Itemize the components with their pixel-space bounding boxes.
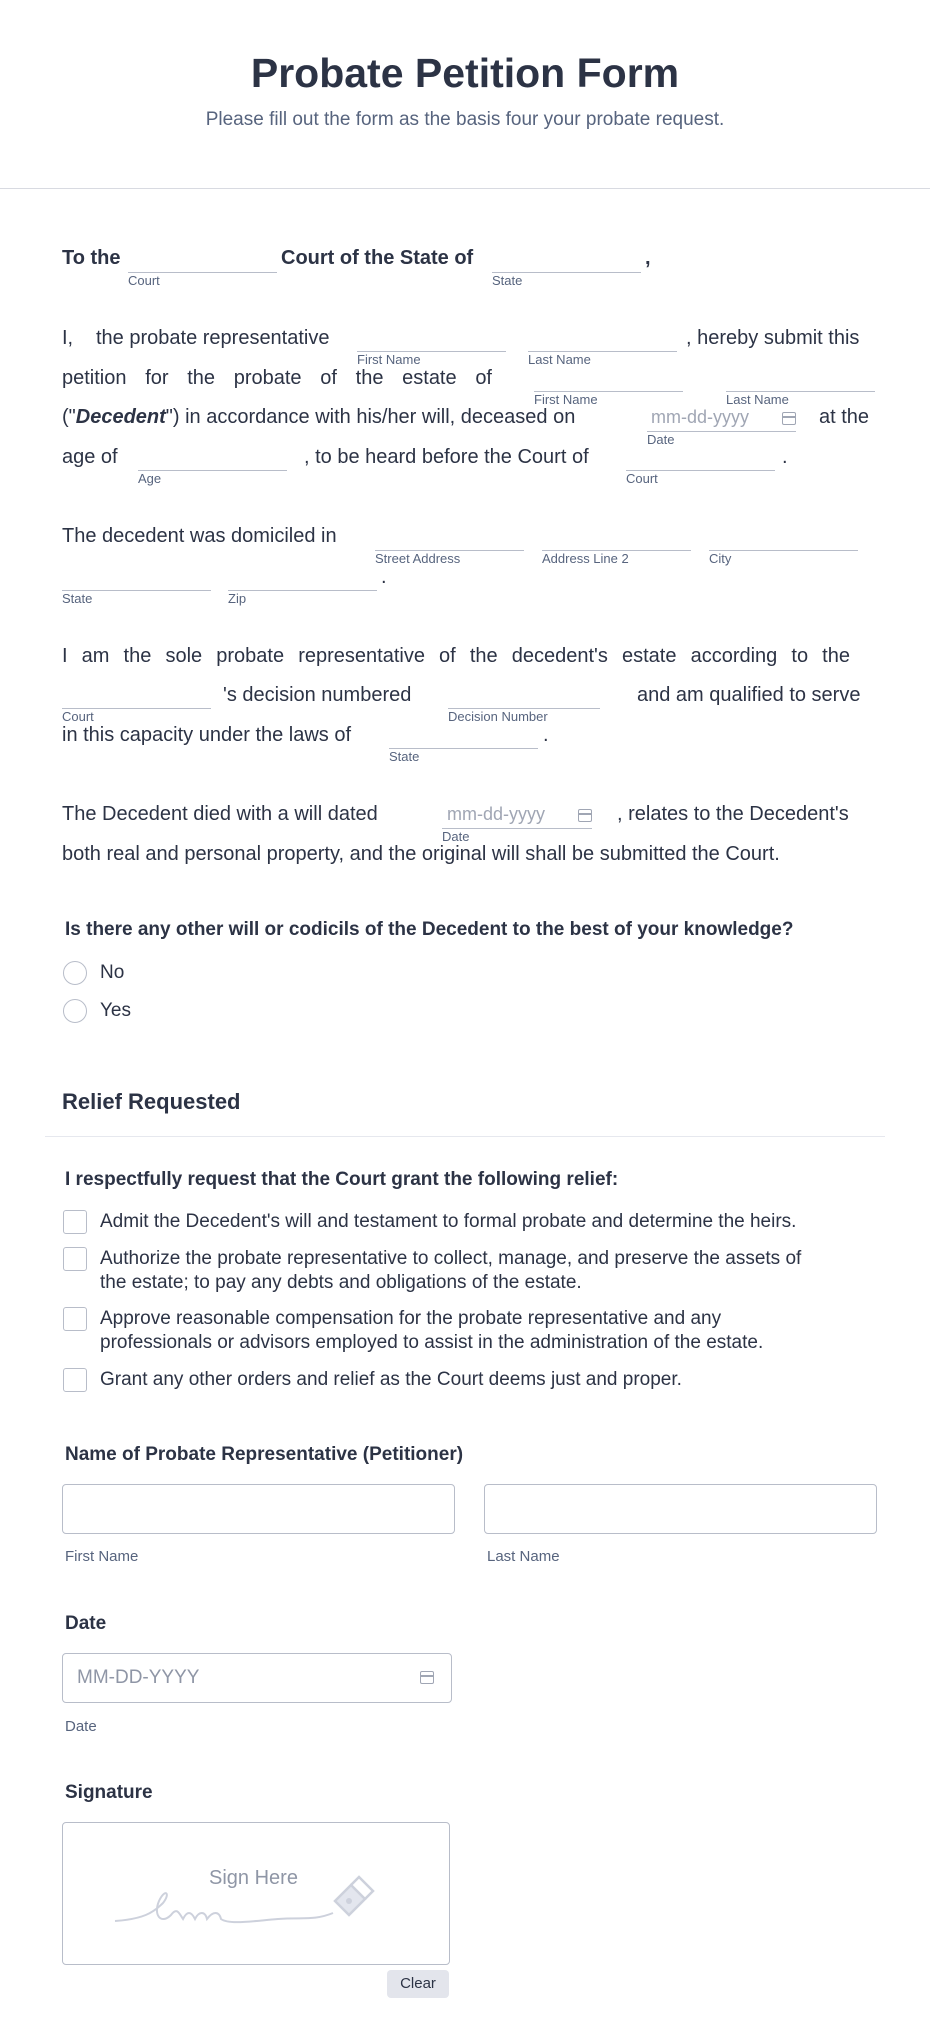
radio-yes[interactable]: [63, 999, 87, 1023]
relief-checkbox-3[interactable]: [63, 1307, 87, 1331]
decision-number-sublabel: Decision Number: [448, 709, 548, 724]
court-sublabel: Court: [128, 273, 160, 288]
relief-option-4-label[interactable]: Grant any other orders and relief as the Court deems just and proper.: [100, 1369, 682, 1390]
relief-option-1-label[interactable]: Admit the Decedent's will and testament to formal probate and determine the heirs.: [100, 1211, 797, 1232]
zip-line[interactable]: [228, 590, 377, 591]
relief-option-2-label[interactable]: Authorize the probate representative to collect, manage, and preserve the assets of: [100, 1248, 802, 1269]
last-name-sublabel: Last Name: [487, 1548, 560, 1565]
date-calendar-icon[interactable]: [420, 1671, 434, 1684]
last-name-input[interactable]: [484, 1484, 877, 1534]
street-address-sublabel: Street Address: [375, 551, 461, 566]
relief-option-3-label-cont[interactable]: professionals or advisors employed to assist in the administration of the estate.: [100, 1332, 764, 1353]
court-of-state-text: Court of the State of: [281, 247, 474, 269]
probate-rep-text: the probate representative: [96, 327, 330, 349]
domicile-period-text: .: [381, 566, 387, 588]
signature-label: Signature: [65, 1782, 153, 1803]
date-label: Date: [65, 1613, 107, 1634]
comma-text: ,: [645, 247, 651, 269]
relief-option-3-label[interactable]: Approve reasonable compensation for the probate representative and any: [100, 1308, 722, 1329]
state-sublabel: State: [492, 273, 523, 288]
form-title: Probate Petition Form: [250, 50, 680, 96]
first-name-input[interactable]: [62, 1484, 455, 1534]
death-date-sublabel: Date: [647, 432, 675, 447]
date-sublabel: Date: [65, 1718, 97, 1735]
capacity-text: in this capacity under the laws of: [62, 724, 352, 746]
form-subtitle: Please fill out the form as the basis four your probate request.: [205, 109, 725, 130]
decedent-rest-text: ") in accordance with his/her will, deceased on: [165, 406, 576, 428]
will-dated-text: The Decedent died with a will dated: [62, 803, 378, 825]
radio-yes-label[interactable]: Yes: [100, 1000, 131, 1021]
hearing-court-sublabel: Court: [626, 471, 658, 486]
relief-question: I respectfully request that the Court grant the following relief:: [65, 1169, 619, 1190]
period-text: .: [782, 446, 788, 468]
laws-state-sublabel: State: [389, 749, 420, 764]
date-input-placeholder[interactable]: MM-DD-YYYY: [77, 1667, 200, 1688]
address-line2-sublabel: Address Line 2: [542, 551, 629, 566]
qualified-text: and am qualified to serve: [637, 684, 861, 706]
relates-text: , relates to the Decedent's: [617, 803, 849, 825]
radio-no[interactable]: [63, 961, 87, 985]
section-divider: [45, 1136, 885, 1137]
i-text: I,: [62, 327, 74, 349]
city-sublabel: City: [709, 551, 732, 566]
at-the-text: at the: [819, 406, 870, 428]
other-will-question: Is there any other will or codicils of the Decedent to the best of your knowledge?: [65, 919, 794, 940]
will-calendar-icon[interactable]: [578, 809, 592, 822]
signature-pad[interactable]: [62, 1822, 450, 1965]
decedent-first-name-sublabel: First Name: [534, 392, 598, 407]
property-text: both real and personal property, and the original will shall be submitted the Court.: [62, 843, 780, 865]
petition-text: petition for the probate of the estate of: [62, 367, 492, 389]
decedent-word: Decedent: [75, 406, 166, 428]
relief-checkbox-2[interactable]: [63, 1247, 87, 1271]
relief-section-title: Relief Requested: [62, 1089, 241, 1114]
age-of-text: age of: [62, 446, 118, 468]
capacity-period-text: .: [543, 724, 549, 746]
relief-option-2-label-cont[interactable]: the estate; to pay any debts and obligations of the estate.: [100, 1272, 582, 1293]
will-date-sublabel: Date: [442, 829, 470, 844]
radio-no-label[interactable]: No: [100, 962, 125, 983]
age-sublabel: Age: [138, 471, 162, 486]
relief-checkbox-4[interactable]: [63, 1368, 87, 1392]
relief-checkbox-1[interactable]: [63, 1210, 87, 1234]
zip-sublabel: Zip: [228, 591, 247, 606]
to-be-heard-text: , to be heard before the Court of: [304, 446, 589, 468]
form-header: [0, 0, 930, 189]
death-date-placeholder[interactable]: mm-dd-yyyy: [651, 407, 749, 427]
domicile-state-sublabel: State: [62, 591, 93, 606]
decision-court-sublabel: Court: [62, 709, 94, 724]
decision-numbered-text: 's decision numbered: [223, 684, 412, 706]
calendar-icon[interactable]: [782, 412, 796, 425]
will-date-placeholder[interactable]: mm-dd-yyyy: [447, 804, 545, 824]
to-the-text: To the: [62, 247, 121, 269]
domiciled-text: The decedent was domiciled in: [62, 525, 337, 547]
decedent-last-name-sublabel: Last Name: [726, 392, 789, 407]
first-name-sublabel: First Name: [65, 1548, 139, 1565]
hereby-text: , hereby submit this: [686, 327, 860, 349]
decedent-open-quote: (": [62, 406, 76, 428]
rep-first-name-sublabel: First Name: [357, 352, 421, 367]
decedent-line: [62, 405, 575, 429]
sole-rep-text: I am the sole probate representative of the decedent's estate according to the: [62, 645, 850, 667]
signature-squiggle-icon: [113, 1863, 393, 1933]
petitioner-name-label: Name of Probate Representative (Petitioner): [65, 1444, 464, 1465]
clear-signature-button[interactable]: Clear: [387, 1970, 449, 1998]
rep-last-name-sublabel: Last Name: [528, 352, 591, 367]
sign-here-text: Sign Here: [209, 1867, 298, 1889]
